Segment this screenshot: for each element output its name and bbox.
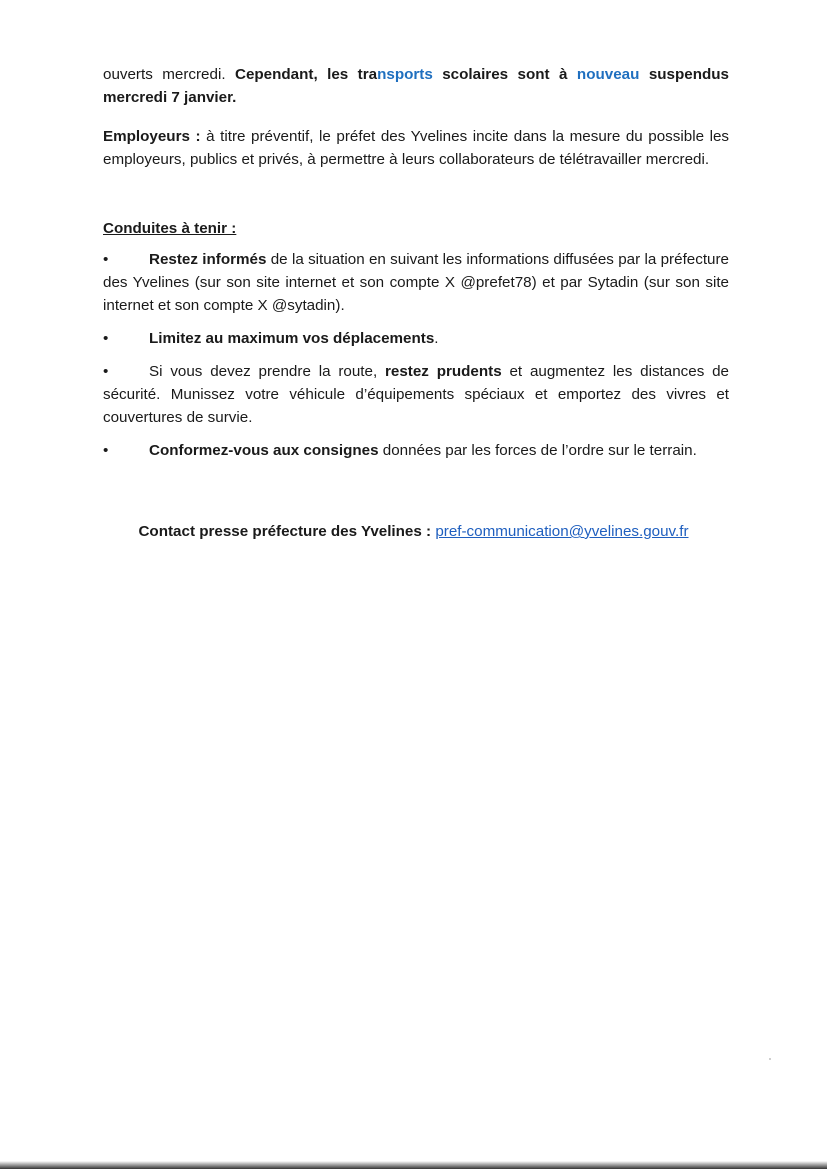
employers-paragraph (103, 125, 729, 171)
bullet-icon: • (103, 251, 109, 268)
list-item-pre: Si vous devez prendre la route, (149, 363, 385, 380)
conduct-heading: Conduites à tenir : (103, 220, 237, 237)
list-item-text: données par les forces de l’ordre sur le terrain. (378, 442, 697, 459)
intro-blue-2: nouveau (576, 66, 640, 83)
contact-email-link[interactable]: pref-communication@yvelines.gouv.fr (435, 523, 689, 540)
list-item (103, 248, 729, 317)
bullet-icon: • (103, 330, 109, 347)
press-contact (0, 520, 827, 543)
intro-blue-1: nsports (377, 66, 433, 83)
list-item (103, 360, 729, 429)
employers-text: à titre préventif, le préfet des Yvelines incite dans la mesure du possible les employeurs, publics et privés, à permettre à leurs collaborateurs de télétravailler mercredi. (103, 128, 729, 168)
list-item-bold: Conformez-vous aux consignes (149, 442, 379, 459)
list-item-bold: Restez informés (149, 251, 267, 268)
intro-bold-1: Cependant, les tra (234, 66, 378, 83)
scan-bottom-edge (0, 1161, 827, 1169)
bullet-icon: • (103, 442, 109, 459)
list-item-text: et augmentez les distances de sécurité. Munissez votre véhicule d’équipements spéciaux et emportez des vivres et couvertures de survie. (103, 363, 729, 426)
intro-text: ouverts mercredi. (103, 66, 235, 83)
list-item (103, 439, 729, 462)
bullet-icon: • (103, 363, 109, 380)
list-item-text: de la situation en suivant les informations diffusées par la préfecture des Yvelines (sur son site internet et son compte X @prefet78) et par Sytadin (sur son site internet et son compte X @sytadin). (103, 251, 729, 314)
list-item-text: . (434, 330, 439, 347)
document-body (103, 63, 729, 472)
scan-speck (769, 1058, 771, 1060)
intro-bold-3: suspendus mercredi 7 janvier. (103, 66, 729, 106)
list-item (103, 327, 729, 350)
list-item-bold: Limitez au maximum vos déplacements (149, 330, 435, 347)
intro-bold-2: scolaires sont à (432, 66, 577, 83)
employers-label: Employeurs : (103, 128, 201, 145)
contact-label: Contact presse préfecture des Yvelines : (138, 523, 436, 540)
list-item-bold: restez prudents (384, 363, 502, 380)
transport-paragraph (103, 63, 729, 109)
